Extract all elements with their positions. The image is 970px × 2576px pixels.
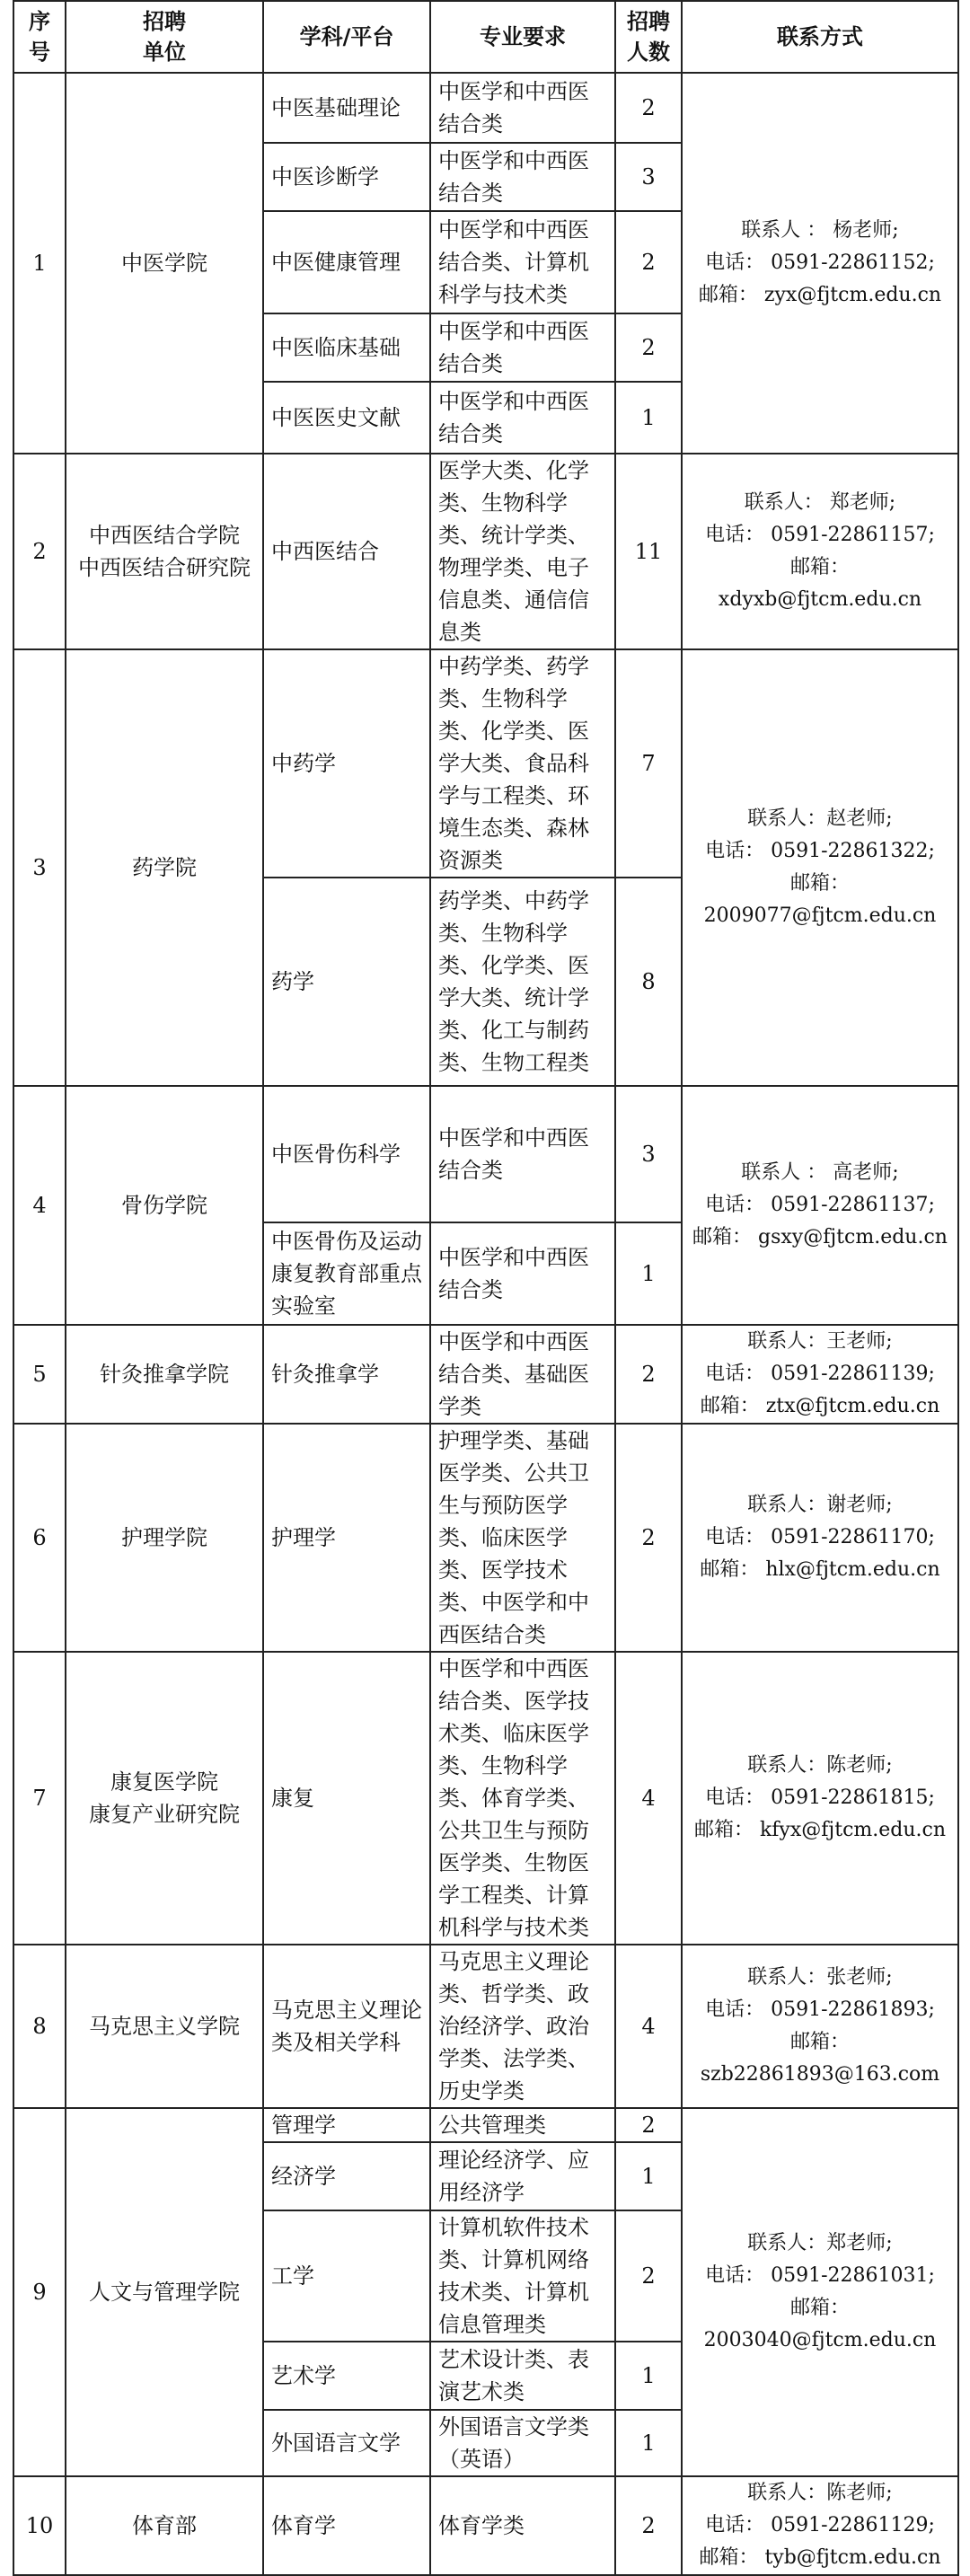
- major-cell: 中医学和中西医结合类、医学技术类、临床医学类、生物科学类、体育学类、公共卫生与预防医学类、生物医学工程类、计算机科学与技术类: [430, 1652, 615, 1945]
- major-cell: 护理学类、基础医学类、公共卫生与预防医学类、临床医学类、医学技术类、中医学和中西医结合类: [430, 1424, 615, 1652]
- contact-line: 邮箱： 2003040@fjtcm.edu.cn: [703, 2297, 937, 2351]
- discipline-cell: 管理学: [263, 2108, 430, 2142]
- row-seq: 8: [13, 1945, 66, 2108]
- row-seq: 1: [13, 73, 66, 454]
- contact-line: 邮箱： ztx@fjtcm.edu.cn: [700, 1395, 940, 1417]
- row-unit: [66, 1325, 263, 1424]
- major-cell: 公共管理类: [430, 2108, 615, 2142]
- contact-cell: [682, 73, 958, 454]
- table-row: [13, 2476, 958, 2575]
- header-seq: [13, 1, 66, 73]
- contact-line: 电话： 0591-22861139;: [705, 1363, 935, 1385]
- major-cell: 中医学和中西医结合类、计算机科学与技术类: [430, 211, 615, 313]
- contact-line: 电话： 0591-22861157;: [705, 524, 935, 546]
- table-row: [13, 1424, 958, 1652]
- major-cell: 药学类、中药学类、生物科学类、化学类、医学大类、统计学类、化工与制药类、生物工程类: [430, 878, 615, 1086]
- contact-line: 邮箱： xdyxb@fjtcm.edu.cn: [718, 556, 922, 611]
- row-unit: [66, 1424, 263, 1652]
- discipline-cell: 中医基础理论: [263, 73, 430, 143]
- row-seq: 10: [13, 2476, 66, 2575]
- major-cell: 中医学和中西医结合类: [430, 73, 615, 143]
- row-unit: [66, 2108, 263, 2476]
- discipline-cell: 中医诊断学: [263, 143, 430, 211]
- discipline-cell: 中医临床基础: [263, 313, 430, 382]
- contact-line: 电话： 0591-22861170;: [705, 1526, 935, 1548]
- contact-cell: [682, 1325, 958, 1424]
- unit-line: 针灸推拿学院: [100, 1362, 229, 1387]
- major-cell: 艺术设计类、表演艺术类: [430, 2342, 615, 2410]
- unit-line: 体育部: [132, 2513, 197, 2538]
- header-count-line: 人数: [627, 40, 670, 65]
- discipline-cell: 外国语言文学: [263, 2410, 430, 2476]
- major-cell: 医学大类、化学类、生物科学类、统计学类、物理学类、电子信息类、通信信息类: [430, 454, 615, 649]
- discipline-cell: 经济学: [263, 2142, 430, 2210]
- contact-cell: [682, 2108, 958, 2476]
- unit-line: 药学院: [132, 855, 197, 880]
- table-row: [13, 73, 958, 143]
- major-cell: 中医学和中西医结合类: [430, 382, 615, 454]
- table-row: [13, 1086, 958, 1222]
- contact-line: 联系人 ： 高老师;: [741, 1161, 899, 1184]
- count-cell: 1: [615, 382, 682, 454]
- row-seq: 9: [13, 2108, 66, 2476]
- header-unit: [66, 1, 263, 73]
- count-cell: 11: [615, 454, 682, 649]
- count-cell: 2: [615, 1424, 682, 1652]
- header-unit-line: 招聘: [143, 9, 186, 34]
- contact-cell: [682, 2476, 958, 2575]
- major-cell: 中医学和中西医结合类: [430, 1222, 615, 1325]
- table-row: [13, 649, 958, 878]
- row-unit: [66, 649, 263, 1086]
- major-cell: 中医学和中西医结合类: [430, 143, 615, 211]
- contact-line: 电话： 0591-22861322;: [705, 840, 935, 862]
- count-cell: 2: [615, 2210, 682, 2342]
- major-cell: 体育学类: [430, 2476, 615, 2575]
- count-cell: 2: [615, 2476, 682, 2575]
- row-unit: [66, 73, 263, 454]
- count-cell: 4: [615, 1652, 682, 1945]
- contact-line: 联系人： 郑老师;: [744, 491, 896, 514]
- contact-line: 联系人：陈老师;: [747, 1754, 893, 1777]
- table-row: [13, 1945, 958, 2108]
- count-cell: 2: [615, 1325, 682, 1424]
- contact-cell: [682, 649, 958, 1086]
- contact-line: 邮箱： kfyx@fjtcm.edu.cn: [693, 1819, 947, 1841]
- row-unit: [66, 1086, 263, 1325]
- count-cell: 1: [615, 2142, 682, 2210]
- count-cell: 3: [615, 143, 682, 211]
- discipline-cell: 工学: [263, 2210, 430, 2342]
- contact-line: 联系人：张老师;: [747, 1966, 893, 1989]
- header-major: 专业要求: [430, 1, 615, 73]
- table-header-row: [13, 1, 958, 73]
- row-seq: 5: [13, 1325, 66, 1424]
- row-unit: [66, 454, 263, 649]
- discipline-cell: 马克思主义理论类及相关学科: [263, 1945, 430, 2108]
- recruitment-table: [13, 0, 959, 2576]
- contact-line: 电话： 0591-22861137;: [705, 1194, 935, 1216]
- count-cell: 2: [615, 73, 682, 143]
- row-seq: 7: [13, 1652, 66, 1945]
- major-cell: 中医学和中西医结合类、基础医学类: [430, 1325, 615, 1424]
- discipline-cell: 中医骨伤科学: [263, 1086, 430, 1222]
- discipline-cell: 艺术学: [263, 2342, 430, 2410]
- unit-line: 中西医结合学院: [89, 523, 240, 548]
- contact-line: 联系人：谢老师;: [747, 1494, 893, 1516]
- count-cell: 2: [615, 313, 682, 382]
- row-seq: 2: [13, 454, 66, 649]
- unit-line: 康复医学院: [110, 1769, 218, 1795]
- contact-cell: [682, 1652, 958, 1945]
- row-unit: [66, 2476, 263, 2575]
- count-cell: 8: [615, 878, 682, 1086]
- contact-cell: [682, 1424, 958, 1652]
- unit-line: 康复产业研究院: [89, 1802, 240, 1827]
- contact-line: 邮箱： gsxy@fjtcm.edu.cn: [692, 1226, 948, 1248]
- unit-line: 人文与管理学院: [89, 2280, 240, 2305]
- discipline-cell: 中药学: [263, 649, 430, 878]
- table-row: [13, 1652, 958, 1945]
- recruitment-table-wrapper: [13, 0, 959, 2576]
- count-cell: 2: [615, 211, 682, 313]
- discipline-cell: 康复: [263, 1652, 430, 1945]
- header-count: [615, 1, 682, 73]
- header-contact: 联系方式: [682, 1, 958, 73]
- contact-line: 联系人：陈老师;: [747, 2482, 893, 2504]
- contact-line: 邮箱： zyx@fjtcm.edu.cn: [698, 284, 942, 306]
- count-cell: 7: [615, 649, 682, 878]
- contact-line: 电话： 0591-22861129;: [705, 2514, 935, 2536]
- major-cell: 中医学和中西医结合类: [430, 313, 615, 382]
- major-cell: 马克思主义理论类、哲学类、政治经济学、政治学类、法学类、历史学类: [430, 1945, 615, 2108]
- unit-line: 中西医结合研究院: [78, 555, 251, 580]
- major-cell: 中医学和中西医结合类: [430, 1086, 615, 1222]
- unit-line: 骨伤学院: [121, 1193, 207, 1218]
- contact-line: 联系人 ： 杨老师;: [741, 219, 899, 242]
- contact-line: 邮箱： szb22861893@163.com: [700, 2031, 940, 2086]
- count-cell: 4: [615, 1945, 682, 2108]
- count-cell: 1: [615, 2410, 682, 2476]
- discipline-cell: 中医骨伤及运动康复教育部重点实验室: [263, 1222, 430, 1325]
- contact-cell: [682, 1945, 958, 2108]
- contact-line: 电话： 0591-22861152;: [705, 251, 935, 274]
- discipline-cell: 药学: [263, 878, 430, 1086]
- contact-line: 联系人：王老师;: [747, 1330, 893, 1353]
- discipline-cell: 护理学: [263, 1424, 430, 1652]
- row-seq: 4: [13, 1086, 66, 1325]
- table-row: [13, 454, 958, 649]
- contact-line: 邮箱： tyb@fjtcm.edu.cn: [699, 2546, 941, 2569]
- header-seq-line: 序: [29, 9, 50, 34]
- header-discipline: 学科/平台: [263, 1, 430, 73]
- table-body: [13, 73, 958, 2575]
- contact-line: 联系人：郑老师;: [747, 2232, 893, 2254]
- contact-cell: [682, 454, 958, 649]
- contact-cell: [682, 1086, 958, 1325]
- major-cell: 中药学类、药学类、生物科学类、化学类、医学大类、食品科学与工程类、环境生态类、森林资源类: [430, 649, 615, 878]
- major-cell: 理论经济学、应用经济学: [430, 2142, 615, 2210]
- contact-line: 电话： 0591-22861815;: [705, 1786, 935, 1809]
- discipline-cell: 中医健康管理: [263, 211, 430, 313]
- header-seq-line: 号: [29, 40, 50, 65]
- contact-line: 邮箱： hlx@fjtcm.edu.cn: [700, 1558, 940, 1581]
- discipline-cell: 中西医结合: [263, 454, 430, 649]
- row-unit: [66, 1945, 263, 2108]
- unit-line: 护理学院: [121, 1525, 207, 1550]
- major-cell: 计算机软件技术类、计算机网络技术类、计算机信息管理类: [430, 2210, 615, 2342]
- contact-line: 电话： 0591-22861893;: [705, 1998, 935, 2021]
- count-cell: 2: [615, 2108, 682, 2142]
- contact-line: 邮箱： 2009077@fjtcm.edu.cn: [703, 872, 937, 927]
- discipline-cell: 针灸推拿学: [263, 1325, 430, 1424]
- discipline-cell: 体育学: [263, 2476, 430, 2575]
- contact-line: 电话： 0591-22861031;: [705, 2264, 935, 2287]
- count-cell: 1: [615, 1222, 682, 1325]
- contact-line: 联系人：赵老师;: [747, 807, 893, 830]
- count-cell: 3: [615, 1086, 682, 1222]
- table-row: [13, 2108, 958, 2142]
- count-cell: 1: [615, 2342, 682, 2410]
- row-seq: 3: [13, 649, 66, 1086]
- major-cell: 外国语言文学类（英语）: [430, 2410, 615, 2476]
- table-row: [13, 1325, 958, 1424]
- header-count-line: 招聘: [627, 9, 670, 34]
- unit-line: 马克思主义学院: [89, 2014, 240, 2039]
- row-unit: [66, 1652, 263, 1945]
- unit-line: 中医学院: [121, 251, 207, 276]
- header-unit-line: 单位: [143, 40, 186, 65]
- row-seq: 6: [13, 1424, 66, 1652]
- discipline-cell: 中医医史文献: [263, 382, 430, 454]
